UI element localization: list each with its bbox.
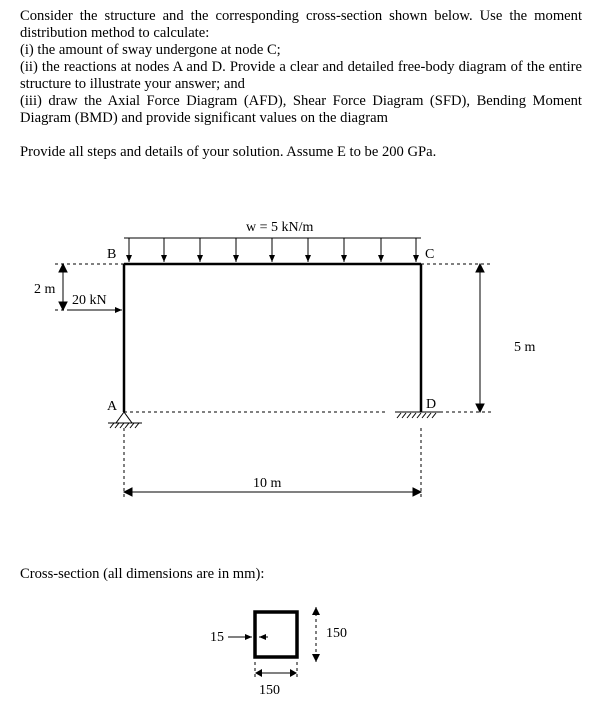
node-b-label: B bbox=[107, 247, 117, 262]
cross-section-diagram bbox=[228, 607, 320, 678]
section-thickness-label: 15 bbox=[210, 630, 224, 645]
dim-5m-label: 5 m bbox=[514, 340, 536, 355]
node-d-label: D bbox=[426, 397, 437, 412]
problem-instructions: Provide all steps and details of your solution. Assume E to be 200 GPa. bbox=[20, 144, 437, 160]
reference-lines bbox=[55, 264, 492, 500]
section-height-label: 150 bbox=[326, 626, 347, 641]
problem-intro: Consider the structure and the corresponding cross-section shown below. Use the moment distribution method to calculate: bbox=[20, 8, 582, 41]
cross-section-title: Cross-section (all dimensions are in mm): bbox=[20, 566, 265, 582]
node-c-label: C bbox=[425, 247, 435, 262]
problem-part-iii: (iii) draw the Axial Force Diagram (AFD), Shear Force Diagram (SFD), Bending Moment Diagram (BMD) and provide significant values on the diagram bbox=[20, 93, 582, 126]
section-width-label: 150 bbox=[259, 683, 280, 698]
roller-support-d bbox=[395, 412, 440, 418]
dim-2m-label: 2 m bbox=[34, 282, 56, 297]
distributed-load bbox=[124, 238, 421, 262]
load-label: w = 5 kN/m bbox=[246, 220, 314, 235]
frame-members bbox=[124, 264, 421, 412]
dim-5m bbox=[476, 264, 484, 412]
problem-part-ii: (ii) the reactions at nodes A and D. Provide a clear and detailed free-body diagram of the entire structure to illustrate your answer; and bbox=[20, 59, 582, 92]
pin-support-a bbox=[108, 412, 142, 428]
box-section bbox=[255, 612, 297, 657]
point-load-label: 20 kN bbox=[72, 293, 107, 308]
dim-2m bbox=[59, 264, 67, 310]
problem-part-i: (i) the amount of sway undergone at node C; bbox=[20, 42, 281, 58]
dim-10m-label: 10 m bbox=[253, 476, 282, 491]
node-a-label: A bbox=[107, 399, 118, 414]
